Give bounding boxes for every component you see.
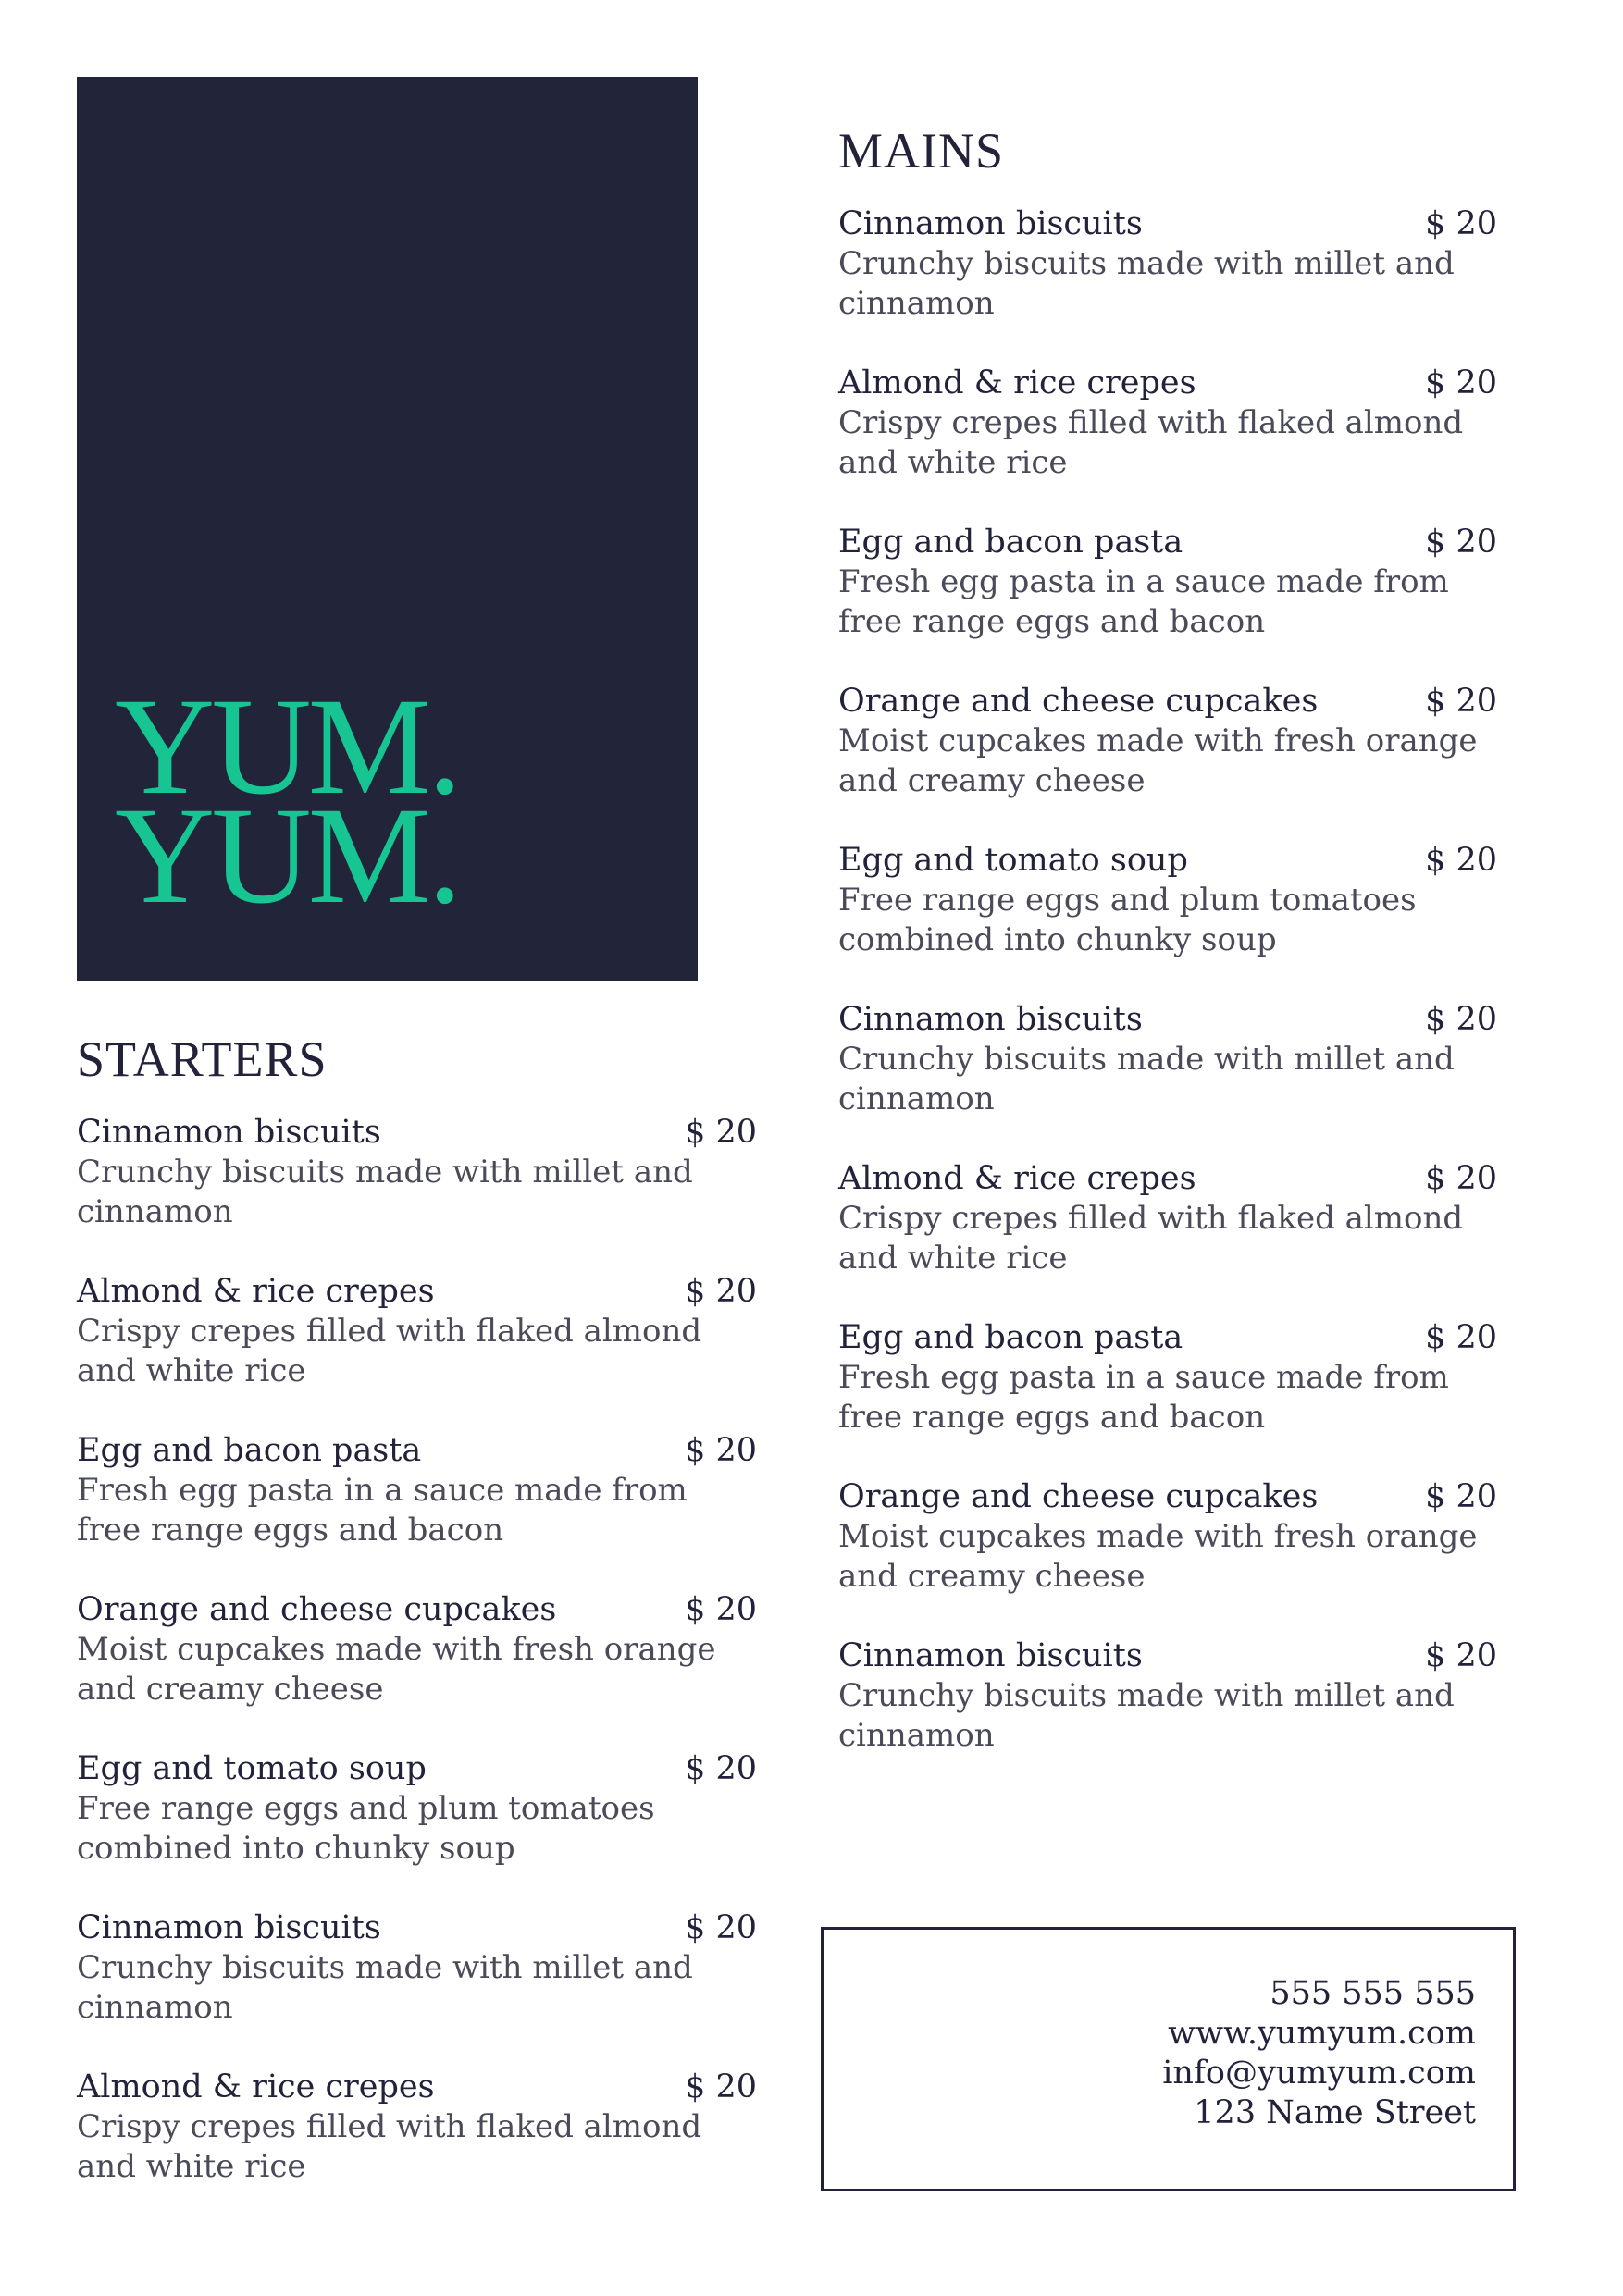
starters-list	[77, 1112, 757, 2186]
menu-item	[77, 1271, 757, 1390]
item-price: $ 20	[1425, 205, 1497, 242]
item-price: $ 20	[685, 1273, 757, 1310]
item-price: $ 20	[1425, 1637, 1497, 1674]
item-description: Moist cupcakes made with fresh orange and creamy cheese	[77, 1631, 716, 1708]
menu-item	[838, 363, 1497, 482]
menu-item	[77, 1112, 757, 1231]
item-description: Crunchy biscuits made with millet and cinnamon	[838, 245, 1455, 322]
item-description: Crispy crepes filled with flaked almond and white rice	[77, 2108, 702, 2185]
contact-website-link[interactable]: www.yumyum.com	[1168, 2015, 1476, 2052]
item-description: Moist cupcakes made with fresh orange and creamy cheese	[838, 722, 1478, 799]
menu-item	[838, 1317, 1497, 1437]
item-price: $ 20	[1425, 842, 1497, 879]
contact-box	[821, 1927, 1516, 2191]
item-description: Fresh egg pasta in a sauce made from free range eggs and bacon	[838, 1359, 1449, 1436]
contact-address: 123 Name Street	[1194, 2094, 1476, 2131]
item-price: $ 20	[685, 1114, 757, 1151]
item-name: Cinnamon biscuits	[838, 1637, 1143, 1674]
item-name: Egg and tomato soup	[838, 842, 1188, 879]
item-price: $ 20	[685, 1591, 757, 1628]
item-name: Almond & rice crepes	[77, 1273, 435, 1310]
item-name: Egg and tomato soup	[77, 1750, 427, 1787]
item-name: Almond & rice crepes	[77, 2068, 435, 2105]
item-name: Egg and bacon pasta	[838, 1319, 1183, 1356]
item-name: Almond & rice crepes	[838, 1160, 1196, 1197]
item-price: $ 20	[685, 2068, 757, 2105]
menu-item	[77, 1589, 757, 1709]
menu-item	[77, 1907, 757, 2027]
item-name: Egg and bacon pasta	[838, 524, 1183, 561]
item-name: Orange and cheese cupcakes	[838, 1478, 1319, 1515]
item-description: Fresh egg pasta in a sauce made from free range eggs and bacon	[77, 1472, 688, 1549]
mains-list	[838, 204, 1497, 1755]
item-price: $ 20	[1425, 524, 1497, 561]
item-price: $ 20	[1425, 1319, 1497, 1356]
restaurant-logo	[115, 670, 459, 932]
item-name: Orange and cheese cupcakes	[838, 683, 1319, 720]
menu-item	[838, 1476, 1497, 1596]
menu-item	[77, 1430, 757, 1549]
item-price: $ 20	[1425, 364, 1497, 401]
item-name: Cinnamon biscuits	[77, 1909, 381, 1946]
logo-line-2: YUM.	[115, 779, 459, 932]
menu-item	[838, 999, 1497, 1118]
menu-item	[838, 840, 1497, 959]
item-description: Crunchy biscuits made with millet and cinnamon	[77, 1154, 693, 1230]
contact-details	[1162, 1974, 1476, 2133]
menu-item	[838, 1636, 1497, 1755]
item-description: Crunchy biscuits made with millet and cinnamon	[838, 1041, 1455, 1117]
item-name: Cinnamon biscuits	[838, 205, 1143, 242]
item-name: Egg and bacon pasta	[77, 1432, 422, 1469]
item-description: Moist cupcakes made with fresh orange and creamy cheese	[838, 1518, 1478, 1595]
menu-item	[77, 1748, 757, 1868]
logo-line-1: YUM.	[115, 670, 459, 823]
item-price: $ 20	[685, 1750, 757, 1787]
item-description: Fresh egg pasta in a sauce made from free range eggs and bacon	[838, 563, 1449, 640]
item-description: Crunchy biscuits made with millet and cinnamon	[838, 1677, 1455, 1754]
brand-panel	[77, 77, 698, 981]
item-price: $ 20	[685, 1909, 757, 1946]
item-name: Orange and cheese cupcakes	[77, 1591, 557, 1628]
menu-item	[838, 204, 1497, 323]
item-price: $ 20	[1425, 1001, 1497, 1038]
item-name: Cinnamon biscuits	[77, 1114, 381, 1151]
item-description: Free range eggs and plum tomatoes combined into chunky soup	[838, 882, 1417, 958]
mains-section	[838, 120, 1497, 1795]
item-description: Crispy crepes filled with flaked almond and white rice	[77, 1313, 702, 1389]
contact-phone: 555 555 555	[1270, 1975, 1476, 2012]
menu-item	[77, 2067, 757, 2186]
item-name: Almond & rice crepes	[838, 364, 1196, 401]
item-name: Cinnamon biscuits	[838, 1001, 1143, 1038]
starters-section	[77, 1029, 757, 2226]
item-description: Crunchy biscuits made with millet and cinnamon	[77, 1949, 693, 2026]
item-description: Crispy crepes filled with flaked almond and white rice	[838, 1200, 1464, 1277]
mains-heading: MAINS	[838, 123, 1005, 179]
item-description: Crispy crepes filled with flaked almond and white rice	[838, 404, 1464, 481]
menu-item	[838, 681, 1497, 800]
item-price: $ 20	[1425, 1478, 1497, 1515]
contact-email-link[interactable]: info@yumyum.com	[1162, 2055, 1476, 2092]
item-price: $ 20	[685, 1432, 757, 1469]
item-price: $ 20	[1425, 683, 1497, 720]
menu-item	[838, 522, 1497, 641]
menu-item	[838, 1158, 1497, 1278]
starters-heading: STARTERS	[77, 1031, 328, 1087]
item-description: Free range eggs and plum tomatoes combined into chunky soup	[77, 1790, 655, 1867]
item-price: $ 20	[1425, 1160, 1497, 1197]
